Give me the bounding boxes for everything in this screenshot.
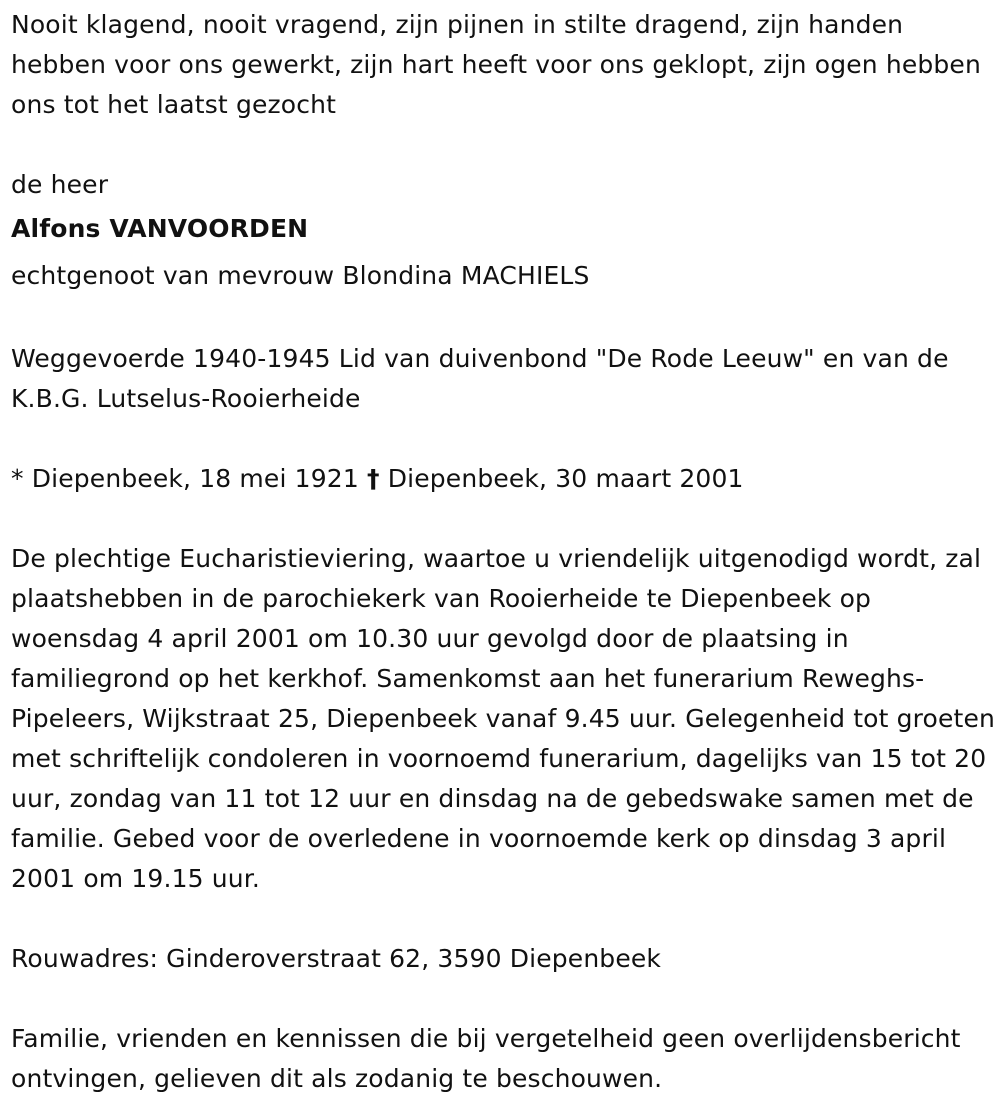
obituary-notice [11,5,996,1099]
life-dates [11,459,996,499]
ceremony-text: De plechtige Eucharistieviering, waartoe u vriendelijk uitgenodigd wordt, zal plaatshebben in de parochiekerk van Rooierheide te Diepenbeek op woensdag 4 april 2001 om 10.30 uur gevolgd door de plaatsing in familiegrond op het kerkhof. Samenkomst aan het funerarium Reweghs-Pipeleers, Wijkstraat 25, Diepenbeek vanaf 9.45 uur. Gelegenheid tot groeten met schriftelijk condoleren in voornoemd funerarium, dagelijks van 15 tot 20 uur, zondag van 11 tot 12 uur en dinsdag na de gebedswake samen met de familie. Gebed voor de overledene in voornoemde kerk op dinsdag 3 april 2001 om 19.15 uur. [11,544,996,893]
poem-text: Nooit klagend, nooit vragend, zijn pijnen in stilte dragend, zijn handen hebben voor ons gewerkt, zijn hart heeft voor ons geklopt, zijn ogen hebben ons tot het laatst gezocht [11,10,981,119]
mourning-address: Rouwadres: Ginderoverstraat 62, 3590 Diepenbeek [11,944,662,973]
cross-icon: † [367,464,380,493]
memberships-text: Weggevoerde 1940-1945 Lid van duivenbond "De Rode Leeuw" en van de K.B.G. Lutselus-Rooierheide [11,344,949,413]
spacer [11,499,996,539]
spacer [11,299,996,339]
honorific: de heer [11,170,109,199]
spacer [11,125,996,165]
spacer [11,979,996,1019]
spouse-line: echtgenoot van mevrouw Blondina MACHIELS [11,261,590,290]
death-info: Diepenbeek, 30 maart 2001 [387,464,744,493]
closing-text: Familie, vrienden en kennissen die bij vergetelheid geen overlijdensbericht ontvingen, gelieven dit als zodanig te beschouwen. [11,1024,961,1093]
spacer [11,419,996,459]
spacer [11,899,996,939]
birth-info: * Diepenbeek, 18 mei 1921 [11,464,359,493]
deceased-name: Alfons VANVOORDEN [11,214,309,243]
